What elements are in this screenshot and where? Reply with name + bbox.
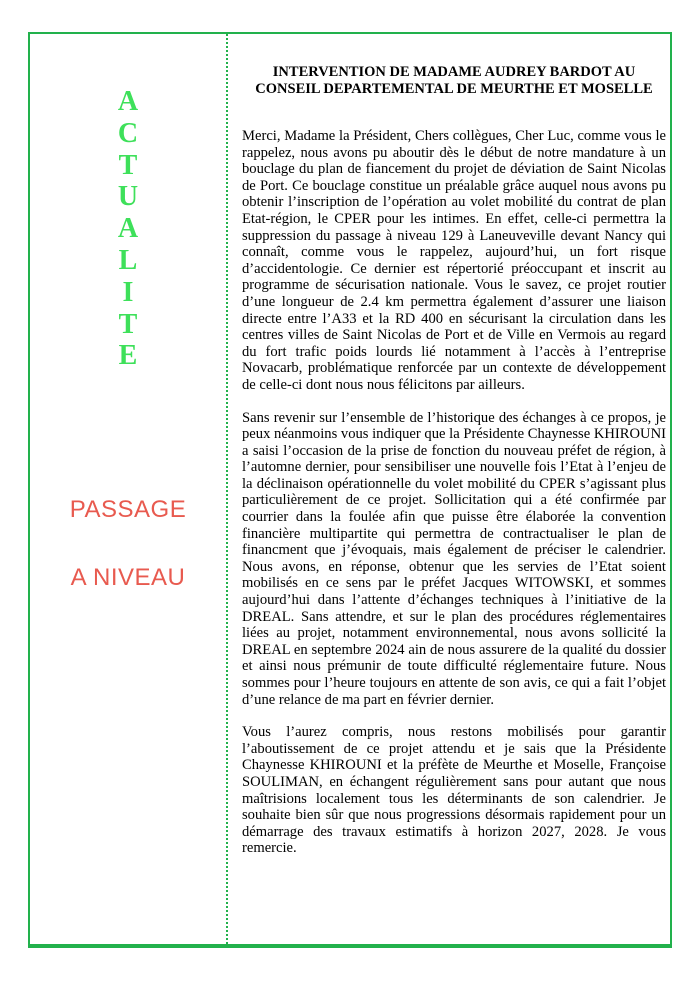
column-divider	[226, 34, 228, 944]
sidebar	[30, 34, 226, 944]
paragraph-1: Merci, Madame la Président, Chers collègues, Cher Luc, comme vous le rappelez, nous avons pu aboutir dès le début de notre mandature à un bouclage du plan de fiancement du projet de déviation de Saint Nicolas de Port. Ce bouclage constitue un préalable grâce auquel nous avons pu obtenir l’inscription de l’opération au volet mobilité du contrat de plan Etat-région, le CPER pour les intimes. En effet, celle-ci permettra la suppression du passage à niveau 129 à Laneuveville devant Nancy qui connaît, comme vous le rappelez, aujourd’hui, un fort risque d’accidentologie. Ce dernier est répertorié préoccupant et inscrit au programme de sécurisation nationale. Vous le savez, ce projet routier d’une longueur de 2.4 km permettra également d’assurer une liaison directe entre l’A33 et la RD 400 en sécurisant la circulation dans les centres villes de Saint Nicolas de Port et de Ville en Vermois au regard du fort trafic poids lourds lié notamment à l’accès à l’entreprise Novacarb, problématique renforcée par un contexte de développement de celle-ci dont nous nous félicitons par ailleurs.	[242, 128, 666, 393]
paragraph-3: Vous l’aurez compris, nous restons mobilisés pour garantir l’aboutissement de ce projet attendu et je sais que la Présidente Chaynesse KHIROUNI et la préfète de Meurthe et Moselle, Françoise SOULIMAN, en échangent régulièrement sans pour autant que nous maîtrisions localement tous les déterminants de son calendrier. Je souhaite bien sûr que nous progressions désormais rapidement pour un démarrage des travaux estimatifs à horizon 2027, 2028. Je vous remercie.	[242, 724, 666, 857]
section-label-passage: PASSAGE	[69, 496, 187, 523]
title-line-2: CONSEIL DEPARTEMENTAL DE MEURTHE ET MOSELLE	[255, 81, 653, 97]
vertical-letter: C	[117, 117, 139, 149]
vertical-letter: A	[117, 213, 139, 245]
vertical-letter: L	[118, 244, 138, 276]
article-title	[242, 64, 666, 98]
bottom-rule	[28, 944, 672, 948]
paragraph-2: Sans revenir sur l’ensemble de l’historique des échanges à ce propos, je peux néanmoins vous indiquer que la Présidente Chaynesse KHIROUNI a saisi l’occasion de la prise de fonction du nouveau préfet de région, à l’automne dernier, pour sensibiliser une nouvelle fois l’Etat à l’enjeu de la déclinaison opérationnelle du volet mobilité du CPER s’agissant plus particulièrement de ce projet. Sollicitation qui a été confirmée par courrier dans la foulée afin que puisse être élaborée la convention financière multipartite qui permettra de contractualiser le plan de financment que j’évoquais, mais également de préciser le calendrier. Nous avons, en réponse, obtenur que les servies de l’Etat soient mobilisés en ce sens par le préfet Jacques WITOWSKI, et sommes aujourd’hui dans l’attente d’échanges techniques à l’initiative de la DREAL. Sans attendre, et sur le plan des procédures réglementaires liées au projet, notamment environnemental, nous avons sollicité la DREAL en septembre 2024 ain de nous assurere de la qualité du dossier et ainsi nous prémunir de toute difficulté réglementaire future. Nous sommes pour l’heure toujours en attente de son avis, ce qui a fait l’objet d’une relance de ma part en février dernier.	[242, 409, 666, 708]
article	[242, 64, 666, 873]
vertical-letter: T	[118, 149, 138, 181]
vertical-letter: I	[122, 276, 134, 308]
section-label-a-niveau: A NIVEAU	[70, 564, 186, 591]
vertical-letter: A	[117, 86, 139, 117]
vertical-letter: T	[118, 308, 138, 340]
title-line-1: INTERVENTION DE MADAME AUDREY BARDOT AU	[272, 64, 636, 80]
vertical-letter: E	[118, 340, 138, 372]
vertical-letter: U	[117, 181, 139, 213]
vertical-word-actualite	[30, 86, 226, 372]
